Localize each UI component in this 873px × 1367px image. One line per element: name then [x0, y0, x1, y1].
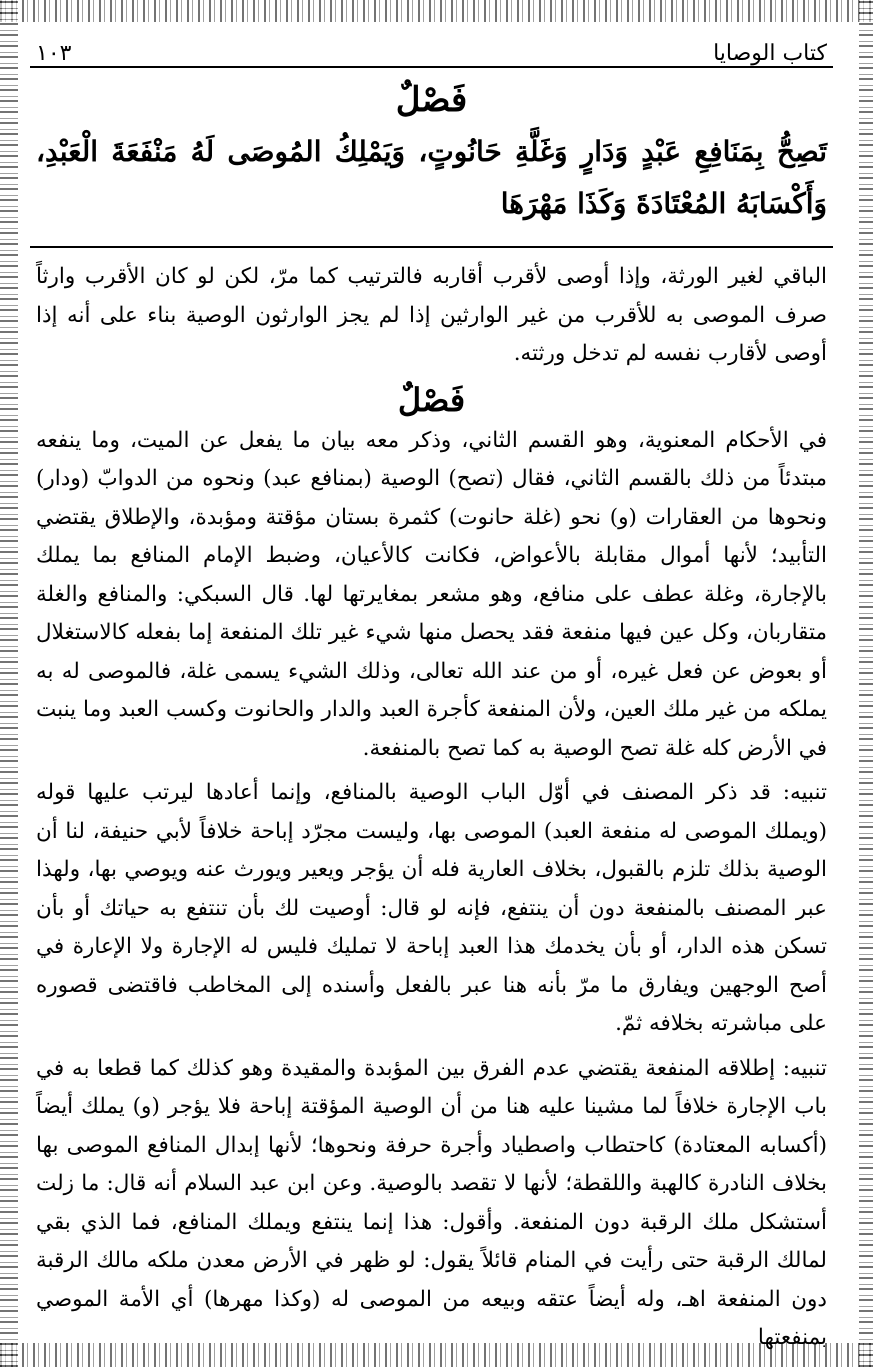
- ornamental-border-right: [859, 0, 873, 1367]
- divider-rule: [30, 246, 833, 248]
- section-title: فَصْلٌ: [395, 80, 468, 120]
- commentary-paragraph: في الأحكام المعنوية، وهو القسم الثاني، وذكر معه بيان ما يفعل عن الميت، وما ينفعه مبتدئاً من ذلك بالقسم الثاني، فقال (تصح) الوصية (بمنافع عبد) ونحوه من الدوابّ (ودار) ونحوها من العقارات (و) نحو (غلة حانوت) كثمرة بستان مؤقتة ومؤبدة، والإطلاق يقتضي التأبيد؛ لأنها أموال مقابلة بالأعواض، فكانت كالأعيان، وضبط الإمام المنافع بما يملك بالإجارة، وغلة عطف على منافع، وهو مشعر بمغايرتها لها. قال السبكي: والمنافع والغلة متقاربان، وكل عين فيها منفعة فقد يحصل منها شيء غير تلك المنفعة إما بفعله كالاستغلال أو بعوض عن فعل غيره، أو من عند الله تعالى، وذلك الشيء يسمى غلة، فالموصى له به يملكه من غير ملك العين، ولأن المنفعة كأجرة العبد والدار والحانوت وكسب العبد وما ينبت في الأرض كله غلة تصح الوصية به كما تصح بالمنفعة.: [36, 427, 827, 761]
- ornamental-border-left: [0, 0, 18, 1367]
- commentary-paragraph: الباقي لغير الورثة، وإذا أوصى لأقرب أقاربه فالترتيب كما مرّ، لكن لو كان الأقرب وارثاً صرف الموصى به للأقرب من غير الوارثين إذا لم يجز الوارثون الوصية بناء على أنه إذا أوصى لأقارب نفسه لم تدخل ورثته.: [36, 264, 827, 366]
- page-content: [30, 26, 833, 1358]
- book-title: كتاب الوصايا: [713, 41, 827, 66]
- page-number: ١٠٣: [36, 41, 72, 66]
- commentary-paragraph: تنبيه: قد ذكر المصنف في أوّل الباب الوصية بالمنافع، وإنما أعادها ليرتب عليها قوله (ويملك الموصى له منفعة العبد) الموصى بها، وليست مجرّد إباحة خلافاً لأبي حنيفة، لنا أن الوصية بذلك تلزم بالقبول، بخلاف العارية فله أن يؤجر ويعير ويورث عنه ويوصي بها، ولهذا عبر المصنف بالمنفعة دون أن ينتفع، فإنه لو قال: أوصيت لك بأن تنتفع به حياتك أو بأن تسكن هذه الدار، أو بأن يخدمك هذا العبد إباحة لا تمليك فليس له الإجارة ولا الإعارة في أصح الوجهين ويفارق ما مرّ بأنه هنا عبر بالفعل وأسنده إلى المخاطب فاقتضى قصوره على مباشرته بخلافه ثمّ.: [36, 780, 827, 1036]
- main-text: تَصِحُّ بِمَنَافِعِ عَبْدٍ وَدَارٍ وَغَلَّةِ حَانُوتٍ، وَيَمْلِكُ المُوصَى لَهُ مَنْفَعَةَ الْعَبْدِ، وَأَكْسَابَهُ المُعْتَادَةَ وَكَذَا مَهْرَهَا: [36, 135, 827, 220]
- commentary-paragraph: تنبيه: إطلاقه المنفعة يقتضي عدم الفرق بين المؤبدة والمقيدة وهو كذلك كما قطعا به في باب الإجارة خلافاً لما مشينا عليه هنا من أن الوصية المؤقتة إباحة فلا يؤجر (و) يملك أيضاً (أكسابه المعتادة) كاحتطاب واصطياد وأجرة حرفة ونحوها؛ لأنها إبدال المنافع الموصى بها بخلاف النادرة كالهبة واللقطة؛ لأنها لا تقصد بالوصية. وعن ابن عبد السلام أنه قال: ما زلت أستشكل ملك الرقبة دون المنفعة. وأقول: هذا إنما ينتفع ويملك المنافع، فما الذي بقي لمالك الرقبة حتى رأيت في المنام قائلاً يقول: لو ظهر في الأرض معدن ملكه مالك الرقبة دون المنفعة اهـ، وله أيضاً عتقه وبيعه من الموصى له (وكذا مهرها) أي الأمة الموصي بمنفعتها: [36, 1055, 827, 1350]
- section-title: فَصْلٌ: [397, 380, 466, 419]
- running-header: [30, 26, 833, 68]
- ornamental-border-top: [0, 0, 873, 22]
